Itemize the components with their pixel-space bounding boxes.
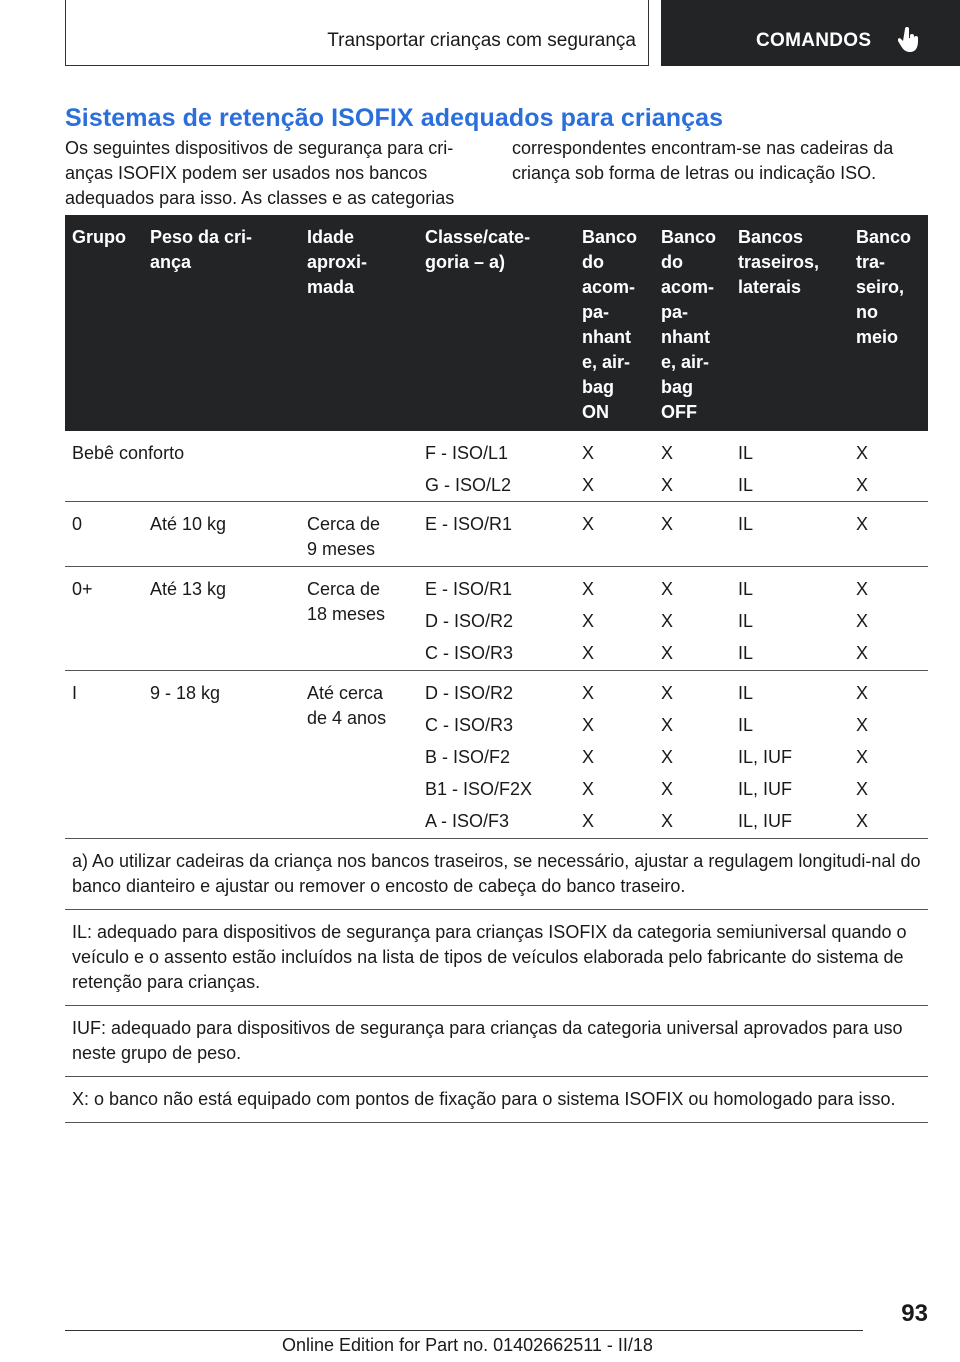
cell-airbag-off: X X X X X — [661, 683, 674, 831]
cell-class: F - ISO/L1 G - ISO/L2 — [425, 443, 512, 495]
cell-age: Cerca de 9 meses — [307, 514, 381, 559]
table-row — [65, 567, 928, 671]
hand-pointer-icon — [898, 27, 922, 55]
table-body — [65, 431, 928, 839]
table-note: X: o banco não está equipado com pontos de fixação para o sistema ISOFIX ou homologado para isso. — [65, 1077, 928, 1123]
cell-class: D - ISO/R2 C - ISO/R3 B - ISO/F2 B1 - ISO/F2X A - ISO/F3 — [425, 683, 533, 831]
table-row — [65, 431, 928, 502]
cell-group: I — [72, 683, 78, 703]
table-note: a) Ao utilizar cadeiras da criança nos bancos traseiros, se necessário, ajustar a regulagem longitudi-nal do banco dianteiro e ajustar ou remover o encosto de cabeça do banco traseiro. — [65, 839, 928, 910]
cell-group: 0 — [72, 514, 83, 534]
cell-weight: Até 13 kg — [150, 579, 227, 599]
cell-rear-middle: X X X X X — [856, 683, 869, 831]
column-header: Classe/cate- goria – a) — [425, 227, 531, 272]
cell-rear-middle: X X X — [856, 579, 869, 663]
cell-rear-lateral: IL IL — [738, 443, 754, 495]
column-header: Banco do acom- pa- nhant e, air- bag ON — [582, 227, 638, 422]
cell-airbag-off: X — [661, 514, 674, 534]
page-number: 93 — [901, 1300, 928, 1327]
cell-weight: Até 10 kg — [150, 514, 227, 534]
cell-airbag-off: X X X — [661, 579, 674, 663]
section-label: COMANDOS — [756, 30, 872, 51]
cell-airbag-on: X X X — [582, 579, 595, 663]
cell-rear-lateral: IL IL IL, IUF IL, IUF IL, IUF — [738, 683, 793, 831]
isofix-table — [65, 215, 928, 1123]
column-header: Banco tra- seiro, no meio — [856, 227, 912, 347]
column-header: Banco do acom- pa- nhant e, air- bag OFF — [661, 227, 717, 422]
intro-right: correspondentes encontram-se nas cadeiras da criança sob forma de letras ou indicação ISO. — [512, 138, 894, 183]
cell-age: Até cerca de 4 anos — [307, 683, 387, 728]
cell-airbag-on: X X — [582, 443, 595, 495]
cell-rear-middle: X — [856, 514, 869, 534]
chapter-header — [65, 0, 649, 66]
table-row — [65, 671, 928, 839]
cell-class: E - ISO/R1 — [425, 514, 513, 534]
cell-airbag-on: X — [582, 514, 595, 534]
cell-class: E - ISO/R1 D - ISO/R2 C - ISO/R3 — [425, 579, 514, 663]
table-header — [65, 215, 928, 431]
column-header: Peso da cri- ança — [150, 227, 253, 272]
footer-edition: Online Edition for Part no. 01402662511 - II/18 — [282, 1335, 653, 1355]
cell-airbag-on: X X X X X — [582, 683, 595, 831]
cell-rear-lateral: IL IL IL — [738, 579, 754, 663]
cell-group: 0+ — [72, 579, 93, 599]
column-header: Bancos traseiros, laterais — [738, 227, 820, 297]
cell-weight: 9 - 18 kg — [150, 683, 221, 703]
cell-age: Cerca de 18 meses — [307, 579, 386, 624]
table-row — [65, 502, 928, 567]
page-heading: Sistemas de retenção ISOFIX adequados para crianças — [65, 104, 724, 132]
intro-left: Os seguintes dispositivos de segurança para cri-anças ISOFIX podem ser usados nos bancos adequados para isso. As classes e as categorias — [65, 138, 455, 208]
cell-group: Bebê conforto — [72, 443, 185, 463]
table-note: IL: adequado para dispositivos de segurança para crianças ISOFIX da categoria semiuniversal quando o veículo e o assento estão incluídos na lista de tipos de veículos elaborada pelo fabricante do sistema de retenção para crianças. — [65, 910, 928, 1006]
cell-airbag-off: X X — [661, 443, 674, 495]
table-note: IUF: adequado para dispositivos de segurança para crianças da categoria universal aprovados para uso neste grupo de peso. — [65, 1006, 928, 1077]
table-notes — [65, 839, 928, 1123]
cell-rear-lateral: IL — [738, 514, 754, 534]
section-tab[interactable] — [661, 0, 960, 66]
column-header: Idade aproxi- mada — [307, 227, 368, 297]
cell-rear-middle: X X — [856, 443, 869, 495]
footer-divider — [65, 1330, 863, 1331]
column-header: Grupo — [72, 227, 126, 247]
chapter-title: Transportar crianças com segurança — [327, 30, 636, 51]
